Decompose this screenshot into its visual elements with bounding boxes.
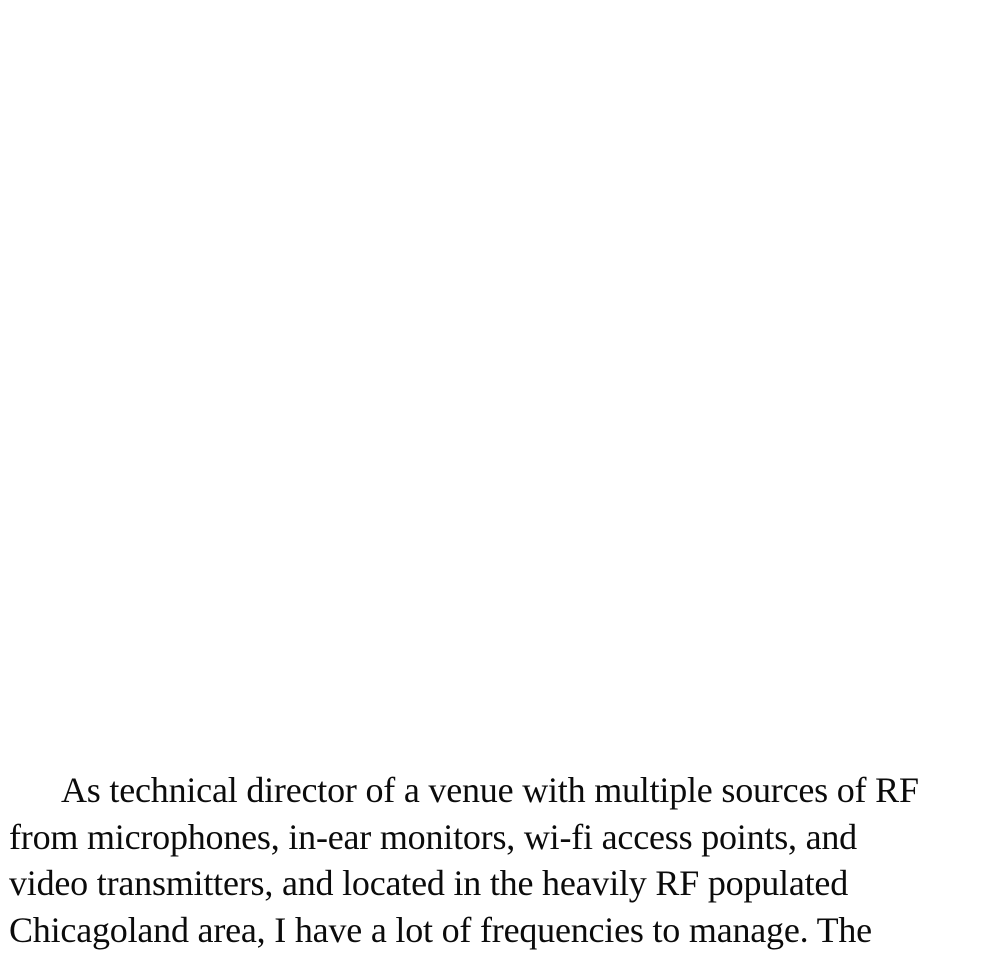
body-paragraph bbox=[9, 767, 984, 953]
text-line: As technical director of a venue with multiple sources of RF bbox=[9, 767, 984, 814]
text-line: video transmitters, and located in the heavily RF populated bbox=[9, 860, 984, 907]
text-line: Chicagoland area, I have a lot of frequencies to manage. The bbox=[9, 907, 984, 953]
text-line: from microphones, in-ear monitors, wi-fi access points, and bbox=[9, 814, 984, 861]
